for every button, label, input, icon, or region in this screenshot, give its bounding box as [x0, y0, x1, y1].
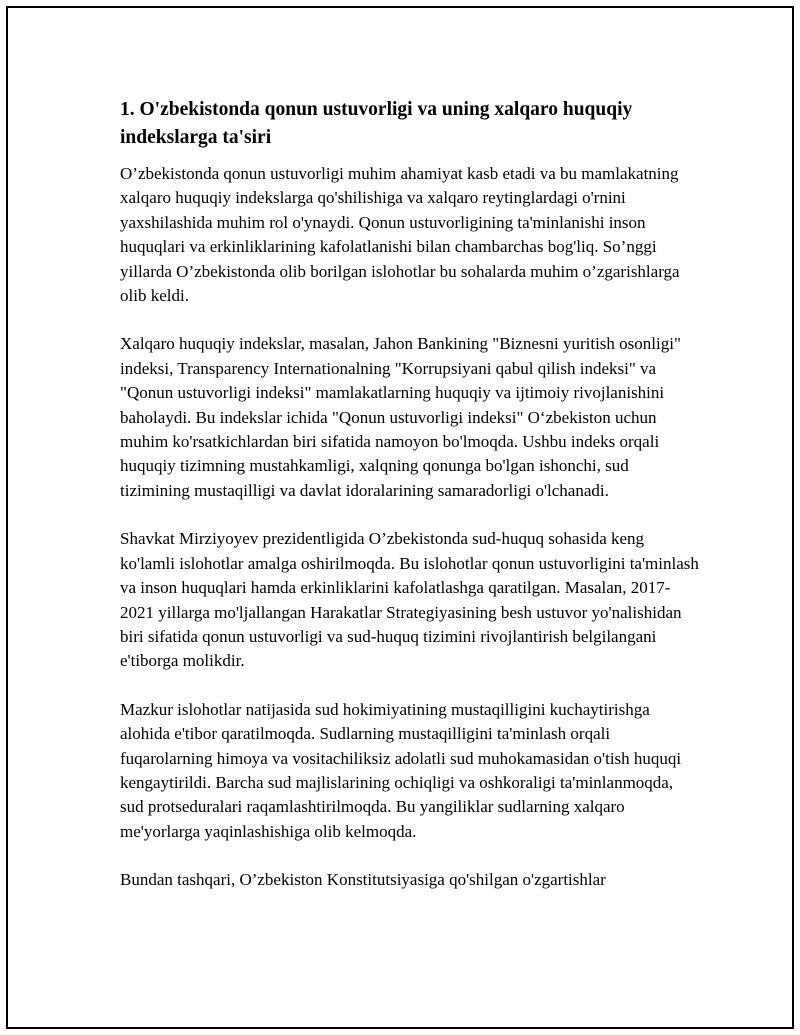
document-body — [120, 96, 700, 917]
paragraph-2: Xalqaro huquqiy indekslar, masalan, Jahon Bankining "Biznesni yuritish osonligi" indeksi, Transparency Internationalning "Korrupsiyani qabul qilish indeksi" va "Qonun ustuvorligi indeksi" mamlakatlarning huquqiy va ijtimoiy rivojlanishini baholaydi. Bu indekslar ichida "Qonun ustuvorligi indeksi" O‘zbekiston uchun muhim ko'rsatkichlardan biri sifatida namoyon bo'lmoqda. Ushbu indeks orqali huquqiy tizimning mustahkamligi, xalqning qonunga bo'lgan ishonchi, sud tizimining mustaqilligi va davlat idoralarining samaradorligi o'lchanadi. — [120, 334, 681, 500]
paragraph-1: O’zbekistonda qonun ustuvorligi muhim ahamiyat kasb etadi va bu mamlakatning xalqaro huquqiy indekslarga qo'shilishiga va xalqaro reytinglardagi o'rnini yaxshilashida muhim rol o'ynaydi. Qonun ustuvorligining ta'minlanishi inson huquqlari va erkinliklarining kafolatlanishi bilan chambarchas bog'liq. So’nggi yillarda O’zbekistonda olib borilgan islohotlar bu sohalarda muhim o’zgarishlarga olib keldi. — [120, 164, 680, 306]
paragraph-5: Bundan tashqari, O’zbekiston Konstitutsiyasiga qo'shilgan o'zgartishlar — [120, 870, 606, 890]
paragraph-3: Shavkat Mirziyoyev prezidentligida O’zbekistonda sud-huquq sohasida keng ko'lamli islohotlar amalga oshirilmoqda. Bu islohotlar qonun ustuvorligini ta'minlash va inson huquqlari hamda erkinliklarini kafolatlashga qaratilgan. Masalan, 2017-2021 yillarga mo'ljallangan Harakatlar Strategiyasining besh ustuvor yo'nalishidan biri sifatida qonun ustuvorligi va sud-huquq tizimini rivojlantirish belgilangani e'tiborga molikdir. — [120, 529, 699, 671]
page-frame — [6, 6, 794, 1029]
paragraph-4: Mazkur islohotlar natijasida sud hokimiyatining mustaqilligini kuchaytirishga alohida e'tibor qaratilmoqda. Sudlarning mustaqilligini ta'minlash orqali fuqarolarning himoya va vositachiliksiz adolatli sud muhokamasidan o'tish huquqi kengaytirildi. Barcha sud majlislarining ochiqligi va oshkoraligi ta'minlanmoqda, sud protseduralari raqamlashtirilmoqda. Bu yangiliklar sudlarning xalqaro me'yorlarga yaqinlashishiga olib kelmoqda. — [120, 699, 682, 841]
section-heading: 1. O'zbekistonda qonun ustuvorligi va uning xalqaro huquqiy indekslarga ta'siri — [120, 99, 633, 148]
